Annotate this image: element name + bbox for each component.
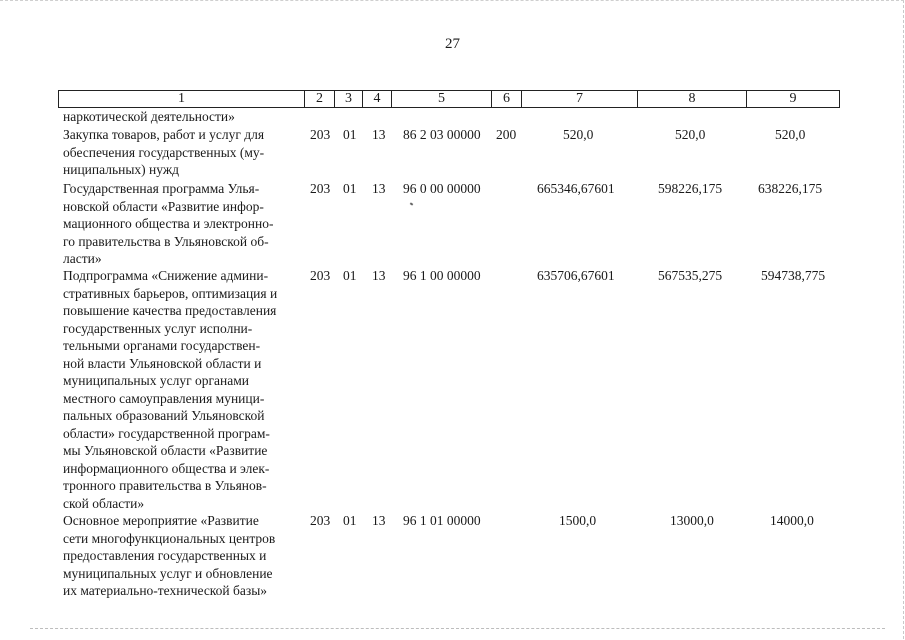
header-col-9: 9 [746, 90, 840, 108]
description-line: ной власти Ульяновской области и [63, 355, 262, 371]
code-subsection: 13 [372, 513, 386, 528]
description-line: мы Ульяновской области «Развитие [63, 443, 268, 458]
code-subsection: 13 [372, 127, 386, 142]
code-ministry: 203 [310, 268, 331, 283]
amount-col-7: 520,0 [563, 127, 594, 142]
code-target-article: 86 2 03 00000 [403, 127, 481, 142]
carry-over-line: наркотической деятельности» [63, 109, 235, 124]
amount-col-7: 1500,0 [559, 513, 597, 528]
code-section: 01 [343, 268, 357, 283]
description-line: тронного правительства в Ульянов- [63, 478, 267, 493]
code-section: 01 [343, 181, 357, 196]
description-line: новской области «Развитие инфор- [63, 198, 264, 214]
description-line: информационного общества и элек- [63, 460, 270, 476]
table-header-row [58, 90, 840, 108]
description-line: муниципальных услуг и обновление [63, 565, 273, 581]
description-line: стративных барьеров, оптимизация и [63, 285, 278, 301]
description-line: обеспечения государственных (му- [63, 144, 265, 160]
description-line: области» государственной програм- [63, 425, 270, 441]
page-number: 27 [445, 36, 460, 52]
header-col-7: 7 [521, 90, 638, 108]
header-col-2: 2 [304, 90, 335, 108]
header-col-3: 3 [334, 90, 363, 108]
description-line: Основное мероприятие «Развитие [63, 513, 259, 528]
code-ministry: 203 [310, 127, 331, 142]
description-line: Подпрограмма «Снижение админи- [63, 268, 269, 283]
description-line: сети многофункциональных центров [63, 530, 276, 546]
code-target-article: 96 0 00 00000 [403, 181, 481, 196]
code-ministry: 203 [310, 513, 331, 528]
header-col-6: 6 [491, 90, 522, 108]
description-line: повышение качества предоставления [63, 303, 277, 318]
amount-col-9: 14000,0 [770, 513, 814, 528]
carry-over-text [63, 108, 300, 126]
header-col-8: 8 [637, 90, 747, 108]
description-line: государственных услуг исполни- [63, 320, 253, 336]
description-line: местного самоуправления муници- [63, 390, 265, 406]
description-line: предоставления государственных и [63, 548, 267, 563]
code-target-article: 96 1 01 00000 [403, 513, 481, 528]
header-col-5: 5 [391, 90, 492, 108]
amount-col-8: 598226,175 [658, 181, 723, 196]
header-col-1: 1 [58, 90, 305, 108]
description-line: Государственная программа Улья- [63, 181, 260, 196]
code-subsection: 13 [372, 181, 386, 196]
description-line: пальных образований Ульяновской [63, 408, 265, 423]
description-line: муниципальных услуг органами [63, 373, 249, 388]
code-target-article: 96 1 00 00000 [403, 268, 481, 283]
description-line: го правительства в Ульяновской об- [63, 233, 269, 249]
description-line: мационного общества и электронно- [63, 216, 274, 231]
row-description [63, 180, 300, 268]
amount-col-9: 520,0 [775, 127, 806, 142]
description-line: ниципальных) нужд [63, 162, 180, 177]
amount-col-8: 13000,0 [670, 513, 714, 528]
amount-col-9: 638226,175 [758, 181, 823, 196]
header-col-4: 4 [362, 90, 392, 108]
amount-col-8: 520,0 [675, 127, 706, 142]
row-description [63, 267, 300, 512]
amount-col-7: 665346,67601 [537, 181, 615, 196]
row-description [63, 512, 300, 600]
amount-col-9: 594738,775 [761, 268, 826, 283]
amount-col-8: 567535,275 [658, 268, 723, 283]
code-expense-type: 200 [496, 127, 517, 142]
description-line: ласти» [63, 251, 102, 266]
description-line: ской области» [63, 495, 145, 511]
amount-col-7: 635706,67601 [537, 268, 615, 283]
description-line: тельными органами государствен- [63, 338, 261, 353]
code-section: 01 [343, 127, 357, 142]
code-subsection: 13 [372, 268, 386, 283]
page-bottom-edge [30, 628, 885, 629]
code-section: 01 [343, 513, 357, 528]
code-ministry: 203 [310, 181, 331, 196]
row-description [63, 126, 300, 179]
description-line: их материально-технической базы» [63, 583, 268, 598]
description-line: Закупка товаров, работ и услуг для [63, 127, 265, 142]
